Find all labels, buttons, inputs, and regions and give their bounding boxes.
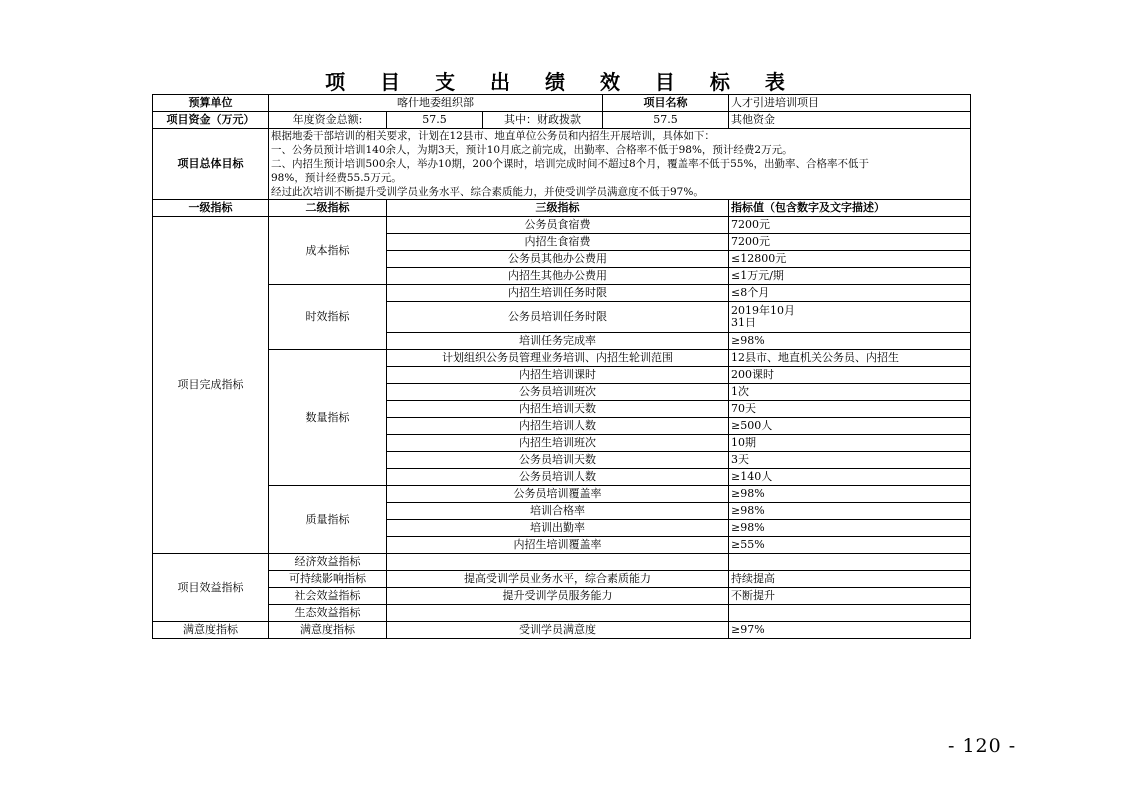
row-column-headers — [153, 200, 971, 217]
indicator-name: 公务员培训覆盖率 — [387, 486, 729, 503]
indicator-value: 7200元 — [729, 217, 971, 234]
indicator-value: 12县市、地直机关公务员、内招生 — [729, 350, 971, 367]
indicator-name: 受训学员满意度 — [387, 622, 729, 639]
header-level3: 三级指标 — [387, 200, 729, 217]
indicator-value: ≥500人 — [729, 418, 971, 435]
indicator-value: 200课时 — [729, 367, 971, 384]
satisfaction-label: 满意度指标 — [153, 622, 269, 639]
indicator-name: 内招生其他办公费用 — [387, 268, 729, 285]
satisfaction-level2: 满意度指标 — [269, 622, 387, 639]
goal-line: 二、内招生预计培训500余人，举办10期，200个课时，培训完成时间不超过8个月，覆盖率不低于55%，出勤率、合格率不低于 — [271, 158, 869, 170]
indicator-name: 内招生培训班次 — [387, 435, 729, 452]
indicator-name: 培训出勤率 — [387, 520, 729, 537]
indicator-name: 内招生培训课时 — [387, 367, 729, 384]
project-name-label: 项目名称 — [603, 95, 729, 112]
goal-line: 一、公务员预计培训140余人，为期3天，预计10月底之前完成，出勤率、合格率不低于98%，预计经费2万元。 — [271, 144, 793, 156]
value-line: 31日 — [731, 316, 757, 329]
indicator-name: 内招生培训人数 — [387, 418, 729, 435]
indicator-name: 公务员培训任务时限 — [387, 302, 729, 333]
indicator-value: 持续提高 — [729, 571, 971, 588]
other-funds-label: 其他资金 — [729, 112, 971, 129]
indicator-name — [387, 554, 729, 571]
benefit-level2: 可持续影响指标 — [269, 571, 387, 588]
unit-label: 预算单位 — [153, 95, 269, 112]
value-line: 2019年10月 — [731, 304, 796, 317]
indicator-value — [729, 554, 971, 571]
indicator-value: ≤1万元/期 — [729, 268, 971, 285]
table-row — [153, 350, 971, 367]
cost-label: 成本指标 — [269, 217, 387, 285]
header-level2: 二级指标 — [269, 200, 387, 217]
row-overall-goal — [153, 129, 971, 200]
indicator-name: 内招生培训天数 — [387, 401, 729, 418]
header-level1: 一级指标 — [153, 200, 269, 217]
annual-total-label: 年度资金总额: — [269, 112, 387, 129]
indicator-value: ≥98% — [729, 333, 971, 350]
indicator-name: 内招生培训任务时限 — [387, 285, 729, 302]
goal-line: 根据地委干部培训的相关要求，计划在12县市、地直单位公务员和内招生开展培训，具体如下： — [271, 130, 715, 142]
indicator-name: 培训合格率 — [387, 503, 729, 520]
page-title: 项 目 支 出 绩 效 目 标 表 — [325, 70, 799, 94]
indicator-value: ≥98% — [729, 520, 971, 537]
table-row — [153, 486, 971, 503]
indicator-value: ≥98% — [729, 503, 971, 520]
indicator-value: 不断提升 — [729, 588, 971, 605]
indicator-value: ≤8个月 — [729, 285, 971, 302]
table-row — [153, 571, 971, 588]
indicator-name: 公务员培训天数 — [387, 452, 729, 469]
table-row — [153, 217, 971, 234]
indicator-value: 3天 — [729, 452, 971, 469]
project-name-value: 人才引进培训项目 — [729, 95, 971, 112]
indicator-value: 7200元 — [729, 234, 971, 251]
indicator-name — [387, 605, 729, 622]
header-value: 指标值（包含数字及文字描述） — [729, 200, 971, 217]
annual-total-value: 57.5 — [387, 112, 483, 129]
goal-line: 98%，预计经费55.5万元。 — [271, 172, 402, 184]
fund-label: 项目资金（万元） — [153, 112, 269, 129]
indicator-value: 1次 — [729, 384, 971, 401]
indicator-name: 公务员培训班次 — [387, 384, 729, 401]
table-row — [153, 554, 971, 571]
indicator-name: 公务员食宿费 — [387, 217, 729, 234]
benefit-level2: 经济效益指标 — [269, 554, 387, 571]
table-row — [153, 285, 971, 302]
table-row — [153, 605, 971, 622]
fiscal-value: 57.5 — [603, 112, 729, 129]
benefit-level2: 生态效益指标 — [269, 605, 387, 622]
indicator-value — [729, 605, 971, 622]
indicator-name: 公务员培训人数 — [387, 469, 729, 486]
table-row — [153, 622, 971, 639]
indicator-value: ≥97% — [729, 622, 971, 639]
fiscal-label: 其中：财政拨款 — [483, 112, 603, 129]
row-budget-unit — [153, 95, 971, 112]
time-label: 时效指标 — [269, 285, 387, 350]
indicator-name: 培训任务完成率 — [387, 333, 729, 350]
indicator-value: ≤12800元 — [729, 251, 971, 268]
benefit-label: 项目效益指标 — [153, 554, 269, 622]
quality-label: 质量指标 — [269, 486, 387, 554]
indicator-value — [729, 302, 971, 333]
indicator-value: 10期 — [729, 435, 971, 452]
table-row — [153, 588, 971, 605]
indicator-name: 计划组织公务员管理业务培训、内招生轮训范围 — [387, 350, 729, 367]
goal-line: 经过此次培训不断提升受训学员业务水平、综合素质能力，并使受训学员满意度不低于97%。 — [271, 186, 704, 198]
completion-label: 项目完成指标 — [153, 217, 269, 554]
page-number: - 120 - — [948, 735, 1017, 757]
row-fund — [153, 112, 971, 129]
indicator-value: ≥140人 — [729, 469, 971, 486]
indicator-name: 提升受训学员服务能力 — [387, 588, 729, 605]
goal-label: 项目总体目标 — [153, 129, 269, 200]
indicator-name: 内招生培训覆盖率 — [387, 537, 729, 554]
performance-target-table — [152, 94, 971, 639]
benefit-level2: 社会效益指标 — [269, 588, 387, 605]
indicator-name: 内招生食宿费 — [387, 234, 729, 251]
indicator-name: 提高受训学员业务水平，综合素质能力 — [387, 571, 729, 588]
quantity-label: 数量指标 — [269, 350, 387, 486]
indicator-value: ≥55% — [729, 537, 971, 554]
unit-value: 喀什地委组织部 — [269, 95, 603, 112]
goal-text — [269, 129, 971, 200]
indicator-name: 公务员其他办公费用 — [387, 251, 729, 268]
indicator-value: ≥98% — [729, 486, 971, 503]
indicator-value: 70天 — [729, 401, 971, 418]
